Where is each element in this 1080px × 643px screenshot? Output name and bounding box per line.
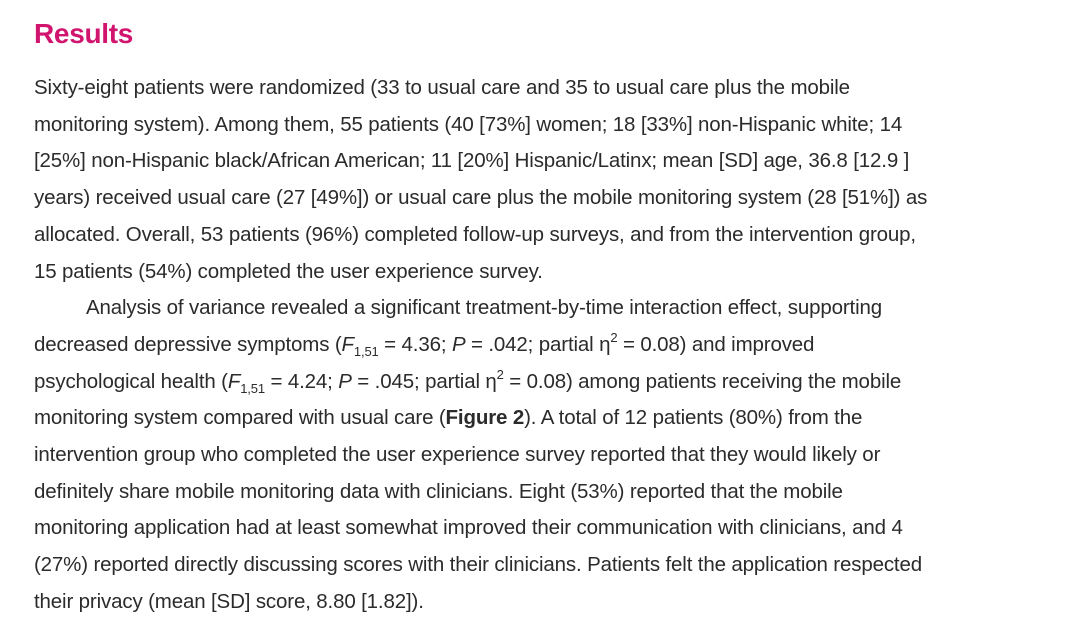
text-line-stats-depressive: decreased depressive symptoms ($F_{1,51} = 4.36$; P = .042; partial $\eta^2 = 0.08$) and improved — [34, 329, 815, 359]
text-line: Sixty-eight patients were randomized (33 to usual care and 35 to usual care plus the mobile — [34, 76, 850, 99]
paragraph-1 — [34, 70, 1054, 290]
results-body — [34, 70, 1054, 621]
section-heading: Results — [34, 18, 134, 49]
text-line-stats-psychological: psychological health ($F_{1,51} = 4.24$; P = .045; partial $\eta^2 = 0.08$) among patients receiving the mobile — [34, 366, 902, 396]
text-line: their privacy (mean [SD] score, 8.80 [1.82]). — [34, 589, 424, 613]
text-line-figure-ref: monitoring system compared with usual care (Figure 2). A total of 12 patients (80%) from the — [34, 406, 863, 430]
text-line: (27%) reported directly discussing scores with their clinicians. Patients felt the application respected — [34, 553, 922, 577]
text-line: monitoring application had at least somewhat improved their communication with clinicians, and 4 — [34, 516, 903, 540]
text-line: intervention group who completed the user experience survey reported that they would likely or — [34, 443, 881, 467]
paragraph-2 — [34, 290, 1054, 620]
text-line: 15 patients (54%) completed the user experience survey. — [34, 259, 543, 283]
text-line: allocated. Overall, 53 patients (96%) completed follow-up surveys, and from the intervention group, — [34, 222, 916, 246]
text-line: [25%] non-Hispanic black/African American; 11 [20%] Hispanic/Latinx; mean [SD] age, 36.8 [12.9 ] — [34, 149, 910, 173]
figure-2-link[interactable]: Figure 2 — [445, 406, 525, 430]
text-line: Analysis of variance revealed a significant treatment-by-time interaction effect, supporting — [86, 296, 882, 320]
text-line: monitoring system). Among them, 55 patients (40 [73%] women; 18 [33%] non-Hispanic white; 14 — [34, 112, 903, 136]
text-line: definitely share mobile monitoring data with clinicians. Eight (53%) reported that the mobile — [34, 479, 843, 503]
text-line: years) received usual care (27 [49%]) or usual care plus the mobile monitoring system (28 [51%]) as — [34, 186, 928, 210]
